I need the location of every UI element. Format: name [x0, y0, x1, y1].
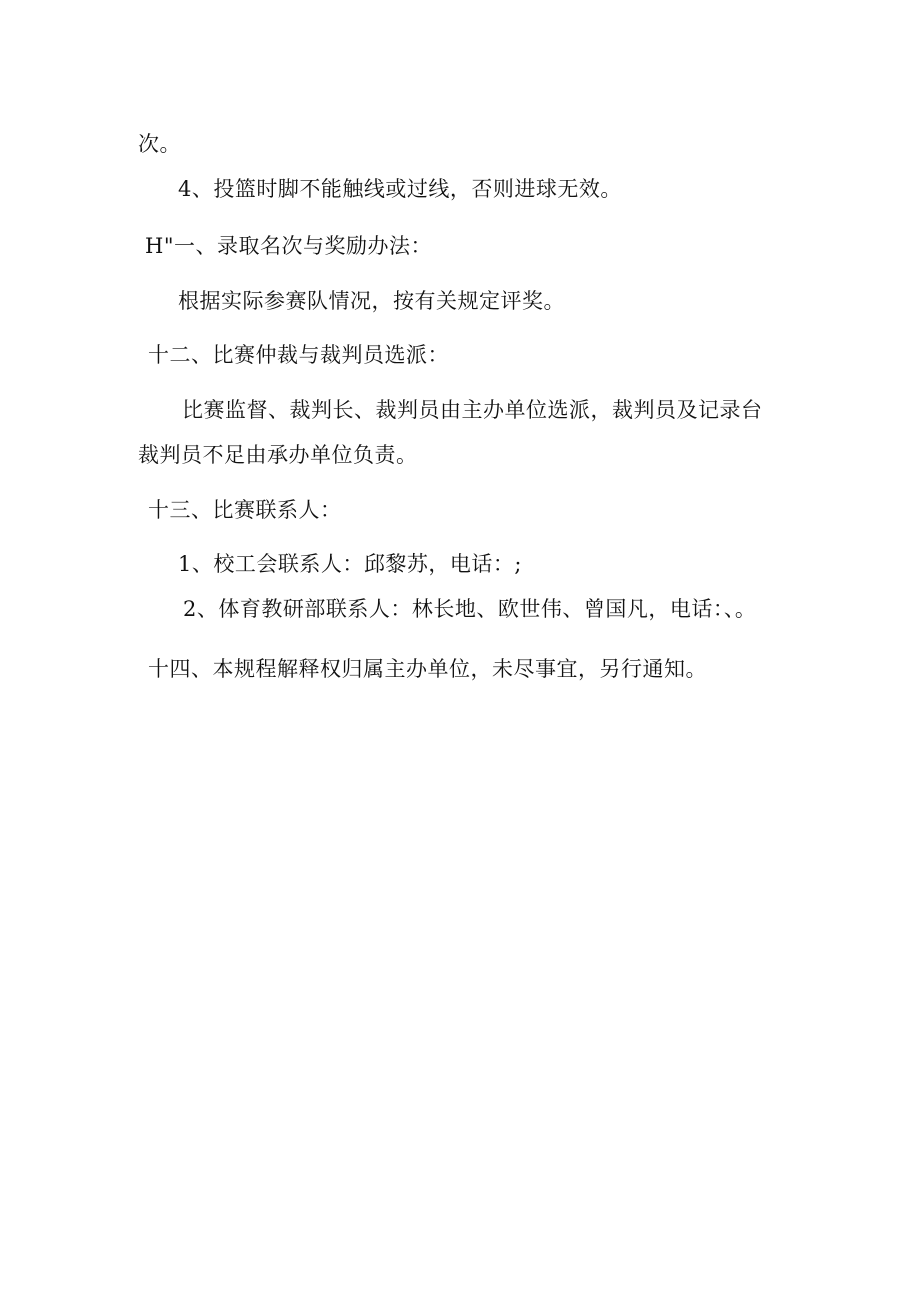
section-heading-interpretation: 十四、本规程解释权归属主办单位，未尽事宜，另行通知。 [148, 657, 707, 681]
section-heading-awards: H"一、录取名次与奖励办法： [145, 234, 432, 258]
section-heading-referees: 十二、比赛仲裁与裁判员选派： [148, 343, 449, 367]
rule-item-4: 4、投篮时脚不能触线或过线，否则进球无效。 [178, 177, 622, 201]
awards-paragraph: 根据实际参赛队情况，按有关规定评奖。 [178, 289, 565, 313]
referees-paragraph-line-1: 比赛监督、裁判长、裁判员由主办单位选派，裁判员及记录台 [182, 398, 763, 422]
contact-item-2: 2、体育教研部联系人：林长地、欧世伟、曾国凡，电话：、。 [183, 597, 757, 621]
referees-paragraph-line-2: 裁判员不足由承办单位负责。 [138, 443, 418, 467]
contact-item-1: 1、校工会联系人：邱黎苏，电话：; [178, 552, 522, 576]
continuation-text: 次。 [138, 132, 181, 156]
section-heading-contacts: 十三、比赛联系人： [148, 498, 342, 522]
